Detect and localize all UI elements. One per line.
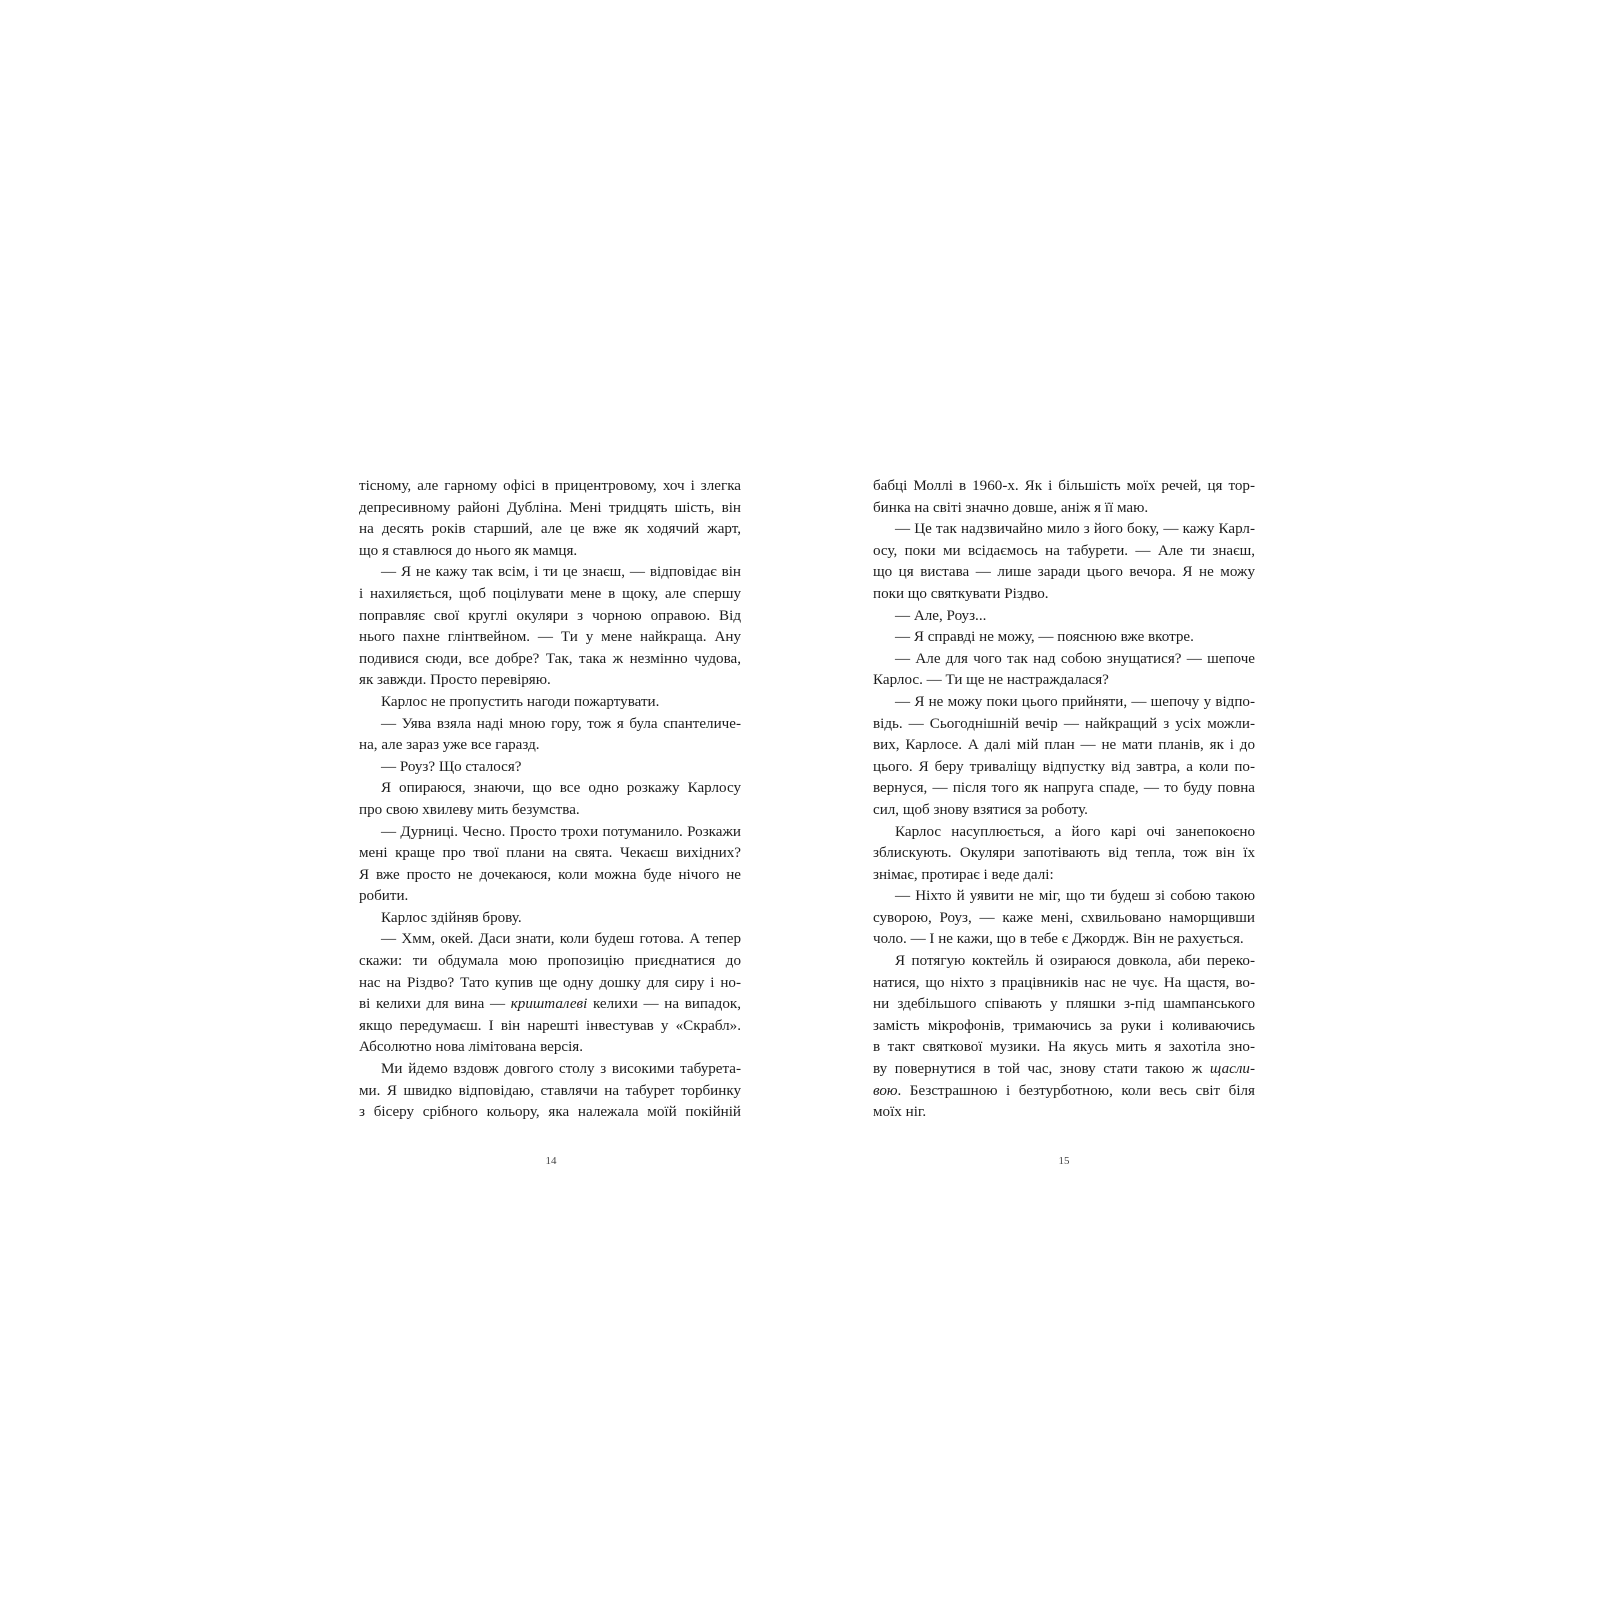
text-line: знімає, протирає і веде далі: (873, 866, 1054, 883)
text-line: зблискують. Окуляри запотівають від тепла, тож він їх (873, 845, 1255, 862)
text-line: мені краще про твої плани на свята. Чекаєш вихідних? (359, 845, 741, 862)
right-page-text (873, 476, 1255, 1124)
text-segment: . Безстрашною і безтурботною, коли весь світ біля (897, 1082, 1255, 1099)
text-line: на десять років старший, але це вже як ходячий жарт, (359, 521, 741, 538)
italic-text: щасли- (1209, 1061, 1255, 1078)
text-line: ни здебільшого співають у пляшки з-під шампанського (873, 996, 1255, 1013)
text-segment: келихи — на випадок, (587, 996, 742, 1013)
text-line: про свою хвилеву мить безумства. (359, 801, 580, 818)
text-line: — Я справді не можу, — пояснюю вже вкотре. (895, 629, 1194, 646)
text-line: тісному, але гарному офісі в прицентровому, хоч і злегка (359, 478, 741, 494)
text-line: Карлос насуплюється, а його карі очі занепокоєно (895, 823, 1255, 840)
text-line: вих, Карлосе. А далі мій план — не мати планів, як і до (873, 737, 1255, 754)
text-line: вернуся, — після того як напруга спаде, — то буду повна (873, 780, 1255, 797)
text-line: сил, щоб знову взятися за роботу. (873, 801, 1088, 818)
italic-text: вою (873, 1082, 898, 1099)
text-line: в такт святкової музики. На якусь мить я захотіла зно- (873, 1039, 1255, 1056)
text-line: суворою, Роуз, — каже мені, схвильовано наморщивши (873, 909, 1255, 926)
text-segment: ві келихи для вина — (359, 996, 511, 1013)
text-line: відь. — Сьогоднішній вечір — найкращий з усіх можли- (873, 715, 1255, 732)
text-line: нього пахне глінтвейном. — Ти у мене найкраща. Ану (359, 629, 741, 646)
text-line (359, 994, 741, 1016)
text-line: і нахиляється, щоб поцілувати мене в щоку, але спершу (359, 585, 741, 602)
text-line: натися, що ніхто з працівників нас не чує. На щастя, во- (873, 974, 1255, 991)
text-line: цього. Я беру триваліщу відпустку від завтра, а коли по- (873, 758, 1255, 775)
text-line: — Уява взяла наді мною гору, тож я була спантеличе- (381, 715, 741, 732)
text-line: Карлос. — Ти ще не настраждалася? (873, 672, 1109, 689)
text-line: з бісеру срібного кольору, яка належала моїй покійній (359, 1104, 741, 1121)
text-line: осу, поки ми всідаємось на табурети. — Але ти знаєш, (873, 542, 1255, 559)
text-line: робити. (359, 888, 409, 905)
text-line: — Але, Роуз... (895, 607, 987, 624)
text-line: депресивному районі Дубліна. Мені тридцять шість, він (359, 499, 741, 516)
text-line (873, 1081, 1255, 1103)
italic-text: кришталеві (510, 996, 588, 1013)
text-line: Карлос не пропустить нагоди пожартувати. (381, 693, 660, 710)
text-line: нас на Різдво? Тато купив ще одну дошку для сиру і но- (359, 974, 741, 991)
text-line: що я ставлюся до нього як мамця. (359, 542, 578, 559)
text-line: на, але зараз уже все гаразд. (359, 737, 540, 754)
text-line: — Ніхто й уявити не міг, що ти будеш зі собою такою (895, 888, 1255, 905)
text-segment: ву повернутися в той час, знову стати такою ж (873, 1061, 1210, 1078)
text-line: моїх ніг. (873, 1104, 927, 1121)
left-page-text (359, 476, 741, 1124)
text-line: Карлос здійняв брову. (381, 909, 522, 926)
text-line: — Дурниці. Чесно. Просто трохи потуманило. Розкажи (381, 823, 741, 840)
text-line: — Хмм, окей. Даси знати, коли будеш готова. А тепер (381, 931, 741, 948)
text-line: ми. Я швидко відповідаю, ставлячи на табурет торбинку (359, 1082, 741, 1099)
text-line: — Але для чого так над собою знущатися? — шепоче (895, 650, 1255, 667)
text-line: Ми йдемо вздовж довгого столу з високими табурета- (381, 1061, 741, 1078)
text-line: — Я не кажу так всім, і ти це знаєш, — відповідає він (381, 564, 741, 581)
text-line: — Я не можу поки цього прийняти, — шепочу у відпо- (895, 693, 1255, 710)
text-line: Абсолютно нова лімітована версія. (359, 1039, 583, 1056)
text-line: замість мікрофонів, тримаючись за руки і коливаючись (873, 1017, 1255, 1034)
page-number-left: 14 (545, 1155, 557, 1167)
text-line: подивися сюди, все добре? Так, така ж незмінно чудова, (359, 650, 741, 667)
text-line: Я потягую коктейль й озираюся довкола, аби переко- (895, 953, 1255, 970)
text-line: поправляє свої круглі окуляри з чорною оправою. Від (359, 607, 741, 624)
text-line: скажи: ти обдумала мою пропозицію приєднатися до (359, 953, 741, 970)
text-line: якщо передумаєш. І він нарешті інвестував у «Скрабл». (359, 1017, 741, 1034)
text-line: бабці Моллі в 1960-х. Як і більшість моїх речей, ця тор- (873, 478, 1255, 494)
text-line: Я вже просто не дочекаюся, коли можна буде нічого не (359, 866, 741, 883)
text-line: — Роуз? Що сталося? (381, 758, 522, 775)
text-line (873, 1059, 1255, 1081)
text-line: що ця вистава — лише заради цього вечора. Я не можу (873, 564, 1255, 581)
text-line: як завжди. Просто перевіряю. (359, 672, 551, 689)
text-line: поки що святкувати Різдво. (873, 585, 1049, 602)
text-line: бинка на світі значно довше, аніж я її маю. (873, 499, 1149, 516)
page-number-right: 15 (1058, 1155, 1070, 1167)
text-line: чоло. — І не кажи, що в тебе є Джордж. Він не рахується. (873, 931, 1244, 948)
text-line: Я опираюся, знаючи, що все одно розкажу Карлосу (381, 780, 741, 797)
text-line: — Це так надзвичайно мило з його боку, — кажу Карл- (895, 521, 1255, 538)
